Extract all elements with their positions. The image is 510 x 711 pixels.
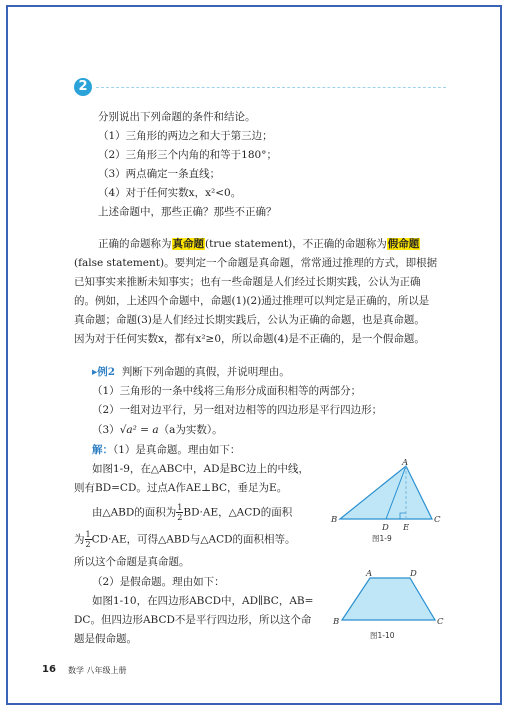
exercise-item: （3）两点确定一条直线； bbox=[98, 168, 221, 180]
exercise-item: （4）对于任何实数x，x²<0。 bbox=[98, 187, 242, 199]
example-heading: ▸例2 判断下列命题的真假，并说明理由。 bbox=[92, 366, 290, 378]
solution-line: 则有BD=CD。过点A作AE⊥BC，垂足为E。 bbox=[74, 482, 288, 494]
definition-line: 的。例如，上述四个命题中，命题(1)(2)通过推理可以判定是正确的，所以是 bbox=[74, 295, 430, 307]
definition-line: 已知事实来推断未知事实；也有一些命题是人们经过长期实践，公认为正确 bbox=[74, 276, 421, 288]
vertex-label-a: A bbox=[402, 458, 409, 468]
exercise-item: （1）三角形的两边之和大于第三边； bbox=[98, 130, 273, 142]
figure-1-10-caption: 图1-10 bbox=[370, 631, 395, 640]
fraction-half: $\frac{1}{2}$ bbox=[177, 503, 183, 522]
exercise-question: 上述命题中，那些正确？那些不正确？ bbox=[98, 206, 277, 218]
solution-line: 题是假命题。 bbox=[74, 633, 137, 645]
vertex-label-c: C bbox=[434, 515, 441, 525]
triangle-abc bbox=[340, 466, 432, 519]
trapezoid-abcd bbox=[342, 578, 435, 620]
point-label-d: D bbox=[382, 523, 389, 533]
exercise-item: （2）三角形三个内角的和等于180°； bbox=[98, 149, 277, 161]
example-item: （1）三角形的一条中线将三角形分成面积相等的两部分； bbox=[92, 385, 362, 397]
point-label-e: E bbox=[403, 523, 410, 533]
vertex-label-a: A bbox=[366, 569, 373, 579]
definition-line: 因为对于任何实数x，都有x²≥0，所以命题(4)是不正确的，是一个假命题。 bbox=[74, 333, 425, 345]
solution-line: 如图1-9，在△ABC中，AD是BC边上的中线， bbox=[92, 463, 309, 475]
false-statement-term: 假命题 bbox=[387, 238, 420, 250]
true-statement-term: 真命题 bbox=[172, 238, 204, 250]
example-label: ▸例2 bbox=[92, 366, 116, 378]
vertex-label-d: D bbox=[410, 569, 417, 579]
book-title: 数学 八年级上册 bbox=[68, 666, 127, 675]
vertex-label-b: B bbox=[333, 617, 340, 627]
solution-label: 解： bbox=[92, 444, 113, 456]
fraction-half: $\frac{1}{2}$ bbox=[85, 530, 91, 549]
solution-line: 为 $\frac{1}{2}$ CD·AE，可得△ABD与△ACD的面积相等。 bbox=[74, 530, 296, 549]
definition-line: 真命题；命题(3)是人们经过长期实践后，公认为正确的命题，也是真命题。 bbox=[74, 314, 425, 326]
solution-line: 所以这个命题是真命题。 bbox=[74, 556, 190, 568]
solution-line: 如图1-10，在四边形ABCD中，AD∥BC，AB= bbox=[92, 595, 314, 607]
solution-line: 解：（1）是真命题。理由如下： bbox=[92, 444, 241, 456]
page-number: 16 bbox=[42, 664, 56, 675]
section-divider bbox=[96, 87, 446, 88]
example-item: （3）√a² = a（a为实数）。 bbox=[92, 424, 223, 436]
example-item: （2）一组对边平行，另一组对边相等的四边形是平行四边形； bbox=[92, 404, 383, 416]
figure-1-9-caption: 图1-9 bbox=[372, 534, 392, 543]
solution-line: 由△ABD的面积为 $\frac{1}{2}$ BD·AE，△ACD的面积 bbox=[92, 503, 293, 522]
solution-line: （2）是假命题。理由如下： bbox=[92, 576, 225, 588]
definition-line: (false statement)。要判定一个命题是真命题，常常通过推理的方式，即根据 bbox=[74, 257, 438, 269]
exercise-intro: 分别说出下列命题的条件和结论。 bbox=[98, 111, 256, 123]
vertex-label-c: C bbox=[437, 617, 444, 627]
figure-1-10 bbox=[330, 566, 450, 628]
solution-line: DC。但四边形ABCD不是平行四边形，所以这个命 bbox=[74, 614, 312, 626]
vertex-label-b: B bbox=[331, 515, 338, 525]
section-number-badge: 2 bbox=[74, 78, 92, 96]
definition-line: 正确的命题称为真命题(true statement)，不正确的命题称为假命题 bbox=[98, 238, 420, 250]
